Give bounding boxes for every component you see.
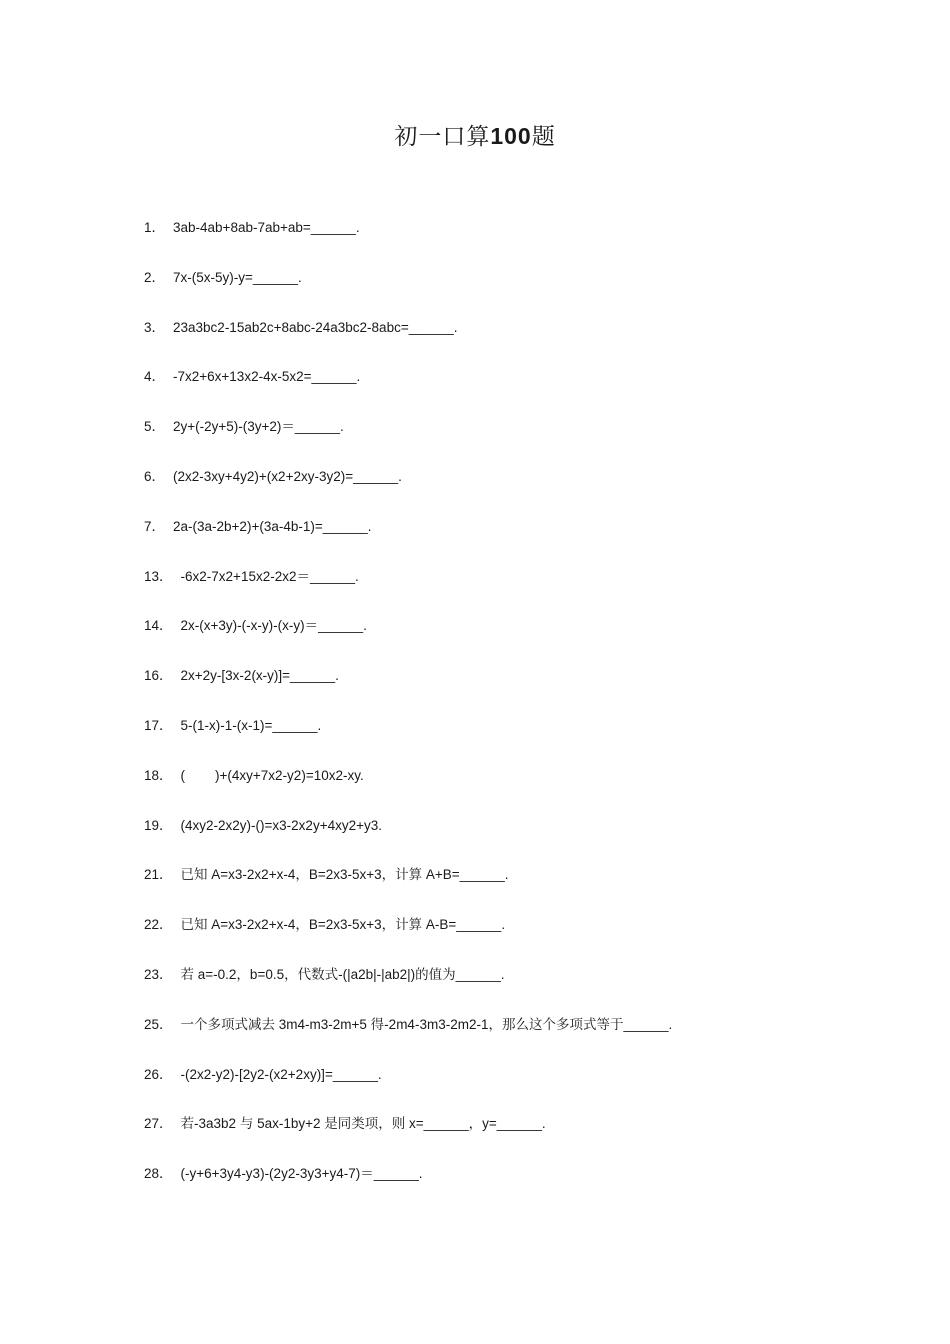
problem-text: -7x2+6x+13x2-4x-5x2=______. [173, 369, 361, 385]
problem-number: 25． [144, 1016, 173, 1032]
problem-item [144, 911, 864, 961]
problem-item [144, 1011, 864, 1061]
problem-text: -(2x2-y2)-[2y2-(x2+2xy)]=______. [180, 1066, 382, 1082]
problem-text: 2y+(-2y+5)-(3y+2)＝______. [173, 419, 344, 435]
problem-text: 5-(1-x)-1-(x-1)=______. [180, 717, 322, 733]
problem-number: 13． [144, 568, 173, 584]
problem-item [144, 1061, 864, 1111]
problem-text: 一个多项式减去 3m4-m3-2m+5 得-2m4-3m3-2m2-1，那么这个多项式等于______. [180, 1016, 673, 1032]
problem-item [144, 363, 864, 413]
problem-text: -6x2-7x2+15x2-2x2＝______. [180, 568, 359, 584]
problem-number: 19． [144, 817, 173, 833]
problem-text: 若 a=-0.2，b=0.5，代数式-(|a2b|-|ab2|)的值为______. [180, 966, 505, 982]
problem-text: 已知 A=x3-2x2+x-4，B=2x3-5x+3，计算 A-B=______. [180, 917, 506, 933]
problem-text: 23a3bc2-15ab2c+8abc-24a3bc2-8abc=______. [173, 319, 458, 335]
problem-number: 3． [144, 319, 166, 335]
problem-number: 2． [144, 269, 166, 285]
problem-number: 28． [144, 1166, 173, 1182]
problem-text: 3ab-4ab+8ab-7ab+ab=______. [173, 220, 360, 235]
page-title [0, 118, 950, 151]
problem-text: 7x-(5x-5y)-y=______. [173, 269, 302, 285]
problem-text: 若-3a3b2 与 5ax-1by+2 是同类项，则 x=______，y=______. [180, 1116, 546, 1132]
problem-item [144, 1160, 864, 1210]
problem-number: 17． [144, 717, 173, 733]
problem-number: 16． [144, 668, 173, 684]
problem-item [144, 612, 864, 662]
problem-item [144, 264, 864, 314]
problem-item [144, 812, 864, 862]
problem-item [144, 662, 864, 712]
problem-text: (2x2-3xy+4y2)+(x2+2xy-3y2)=______. [173, 468, 402, 484]
problem-text: 2x-(x+3y)-(-x-y)-(x-y)＝______. [180, 618, 367, 634]
problem-number: 6． [144, 468, 166, 484]
problem-item [144, 463, 864, 513]
problem-item [144, 563, 864, 613]
problem-item [144, 314, 864, 364]
problem-number: 7． [144, 518, 166, 534]
title-number: 100 [490, 123, 532, 149]
problem-number: 26． [144, 1066, 173, 1082]
problem-number: 23． [144, 966, 173, 982]
problem-number: 4． [144, 369, 166, 385]
problem-text: (4xy2-2x2y)-()=x3-2x2y+4xy2+y3. [180, 817, 382, 833]
problem-text: (-y+6+3y4-y3)-(2y2-3y3+y4-7)＝______. [180, 1166, 423, 1182]
problem-number: 14． [144, 618, 173, 634]
problem-number: 21． [144, 867, 173, 883]
title-suffix: 题 [531, 124, 556, 150]
problem-number: 22． [144, 917, 173, 933]
problem-number: 27． [144, 1116, 173, 1132]
problem-text: 2a-(3a-2b+2)+(3a-4b-1)=______. [173, 518, 372, 534]
problem-item [144, 762, 864, 812]
problem-item [144, 413, 864, 463]
problem-item [144, 861, 864, 911]
title-prefix: 初一口算 [394, 124, 491, 150]
problem-item [144, 513, 864, 563]
problem-number: 1． [144, 220, 166, 235]
problem-item [144, 712, 864, 762]
problem-number: 18． [144, 767, 173, 783]
problem-number: 5． [144, 419, 166, 435]
problem-list [144, 214, 864, 1210]
problem-item [144, 214, 864, 264]
problem-item [144, 961, 864, 1011]
problem-item [144, 1110, 864, 1160]
problem-text: 已知 A=x3-2x2+x-4，B=2x3-5x+3，计算 A+B=______. [180, 867, 509, 883]
problem-text: 2x+2y-[3x-2(x-y)]=______. [180, 668, 339, 684]
problem-text: ( )+(4xy+7x2-y2)=10x2-xy. [180, 767, 364, 783]
